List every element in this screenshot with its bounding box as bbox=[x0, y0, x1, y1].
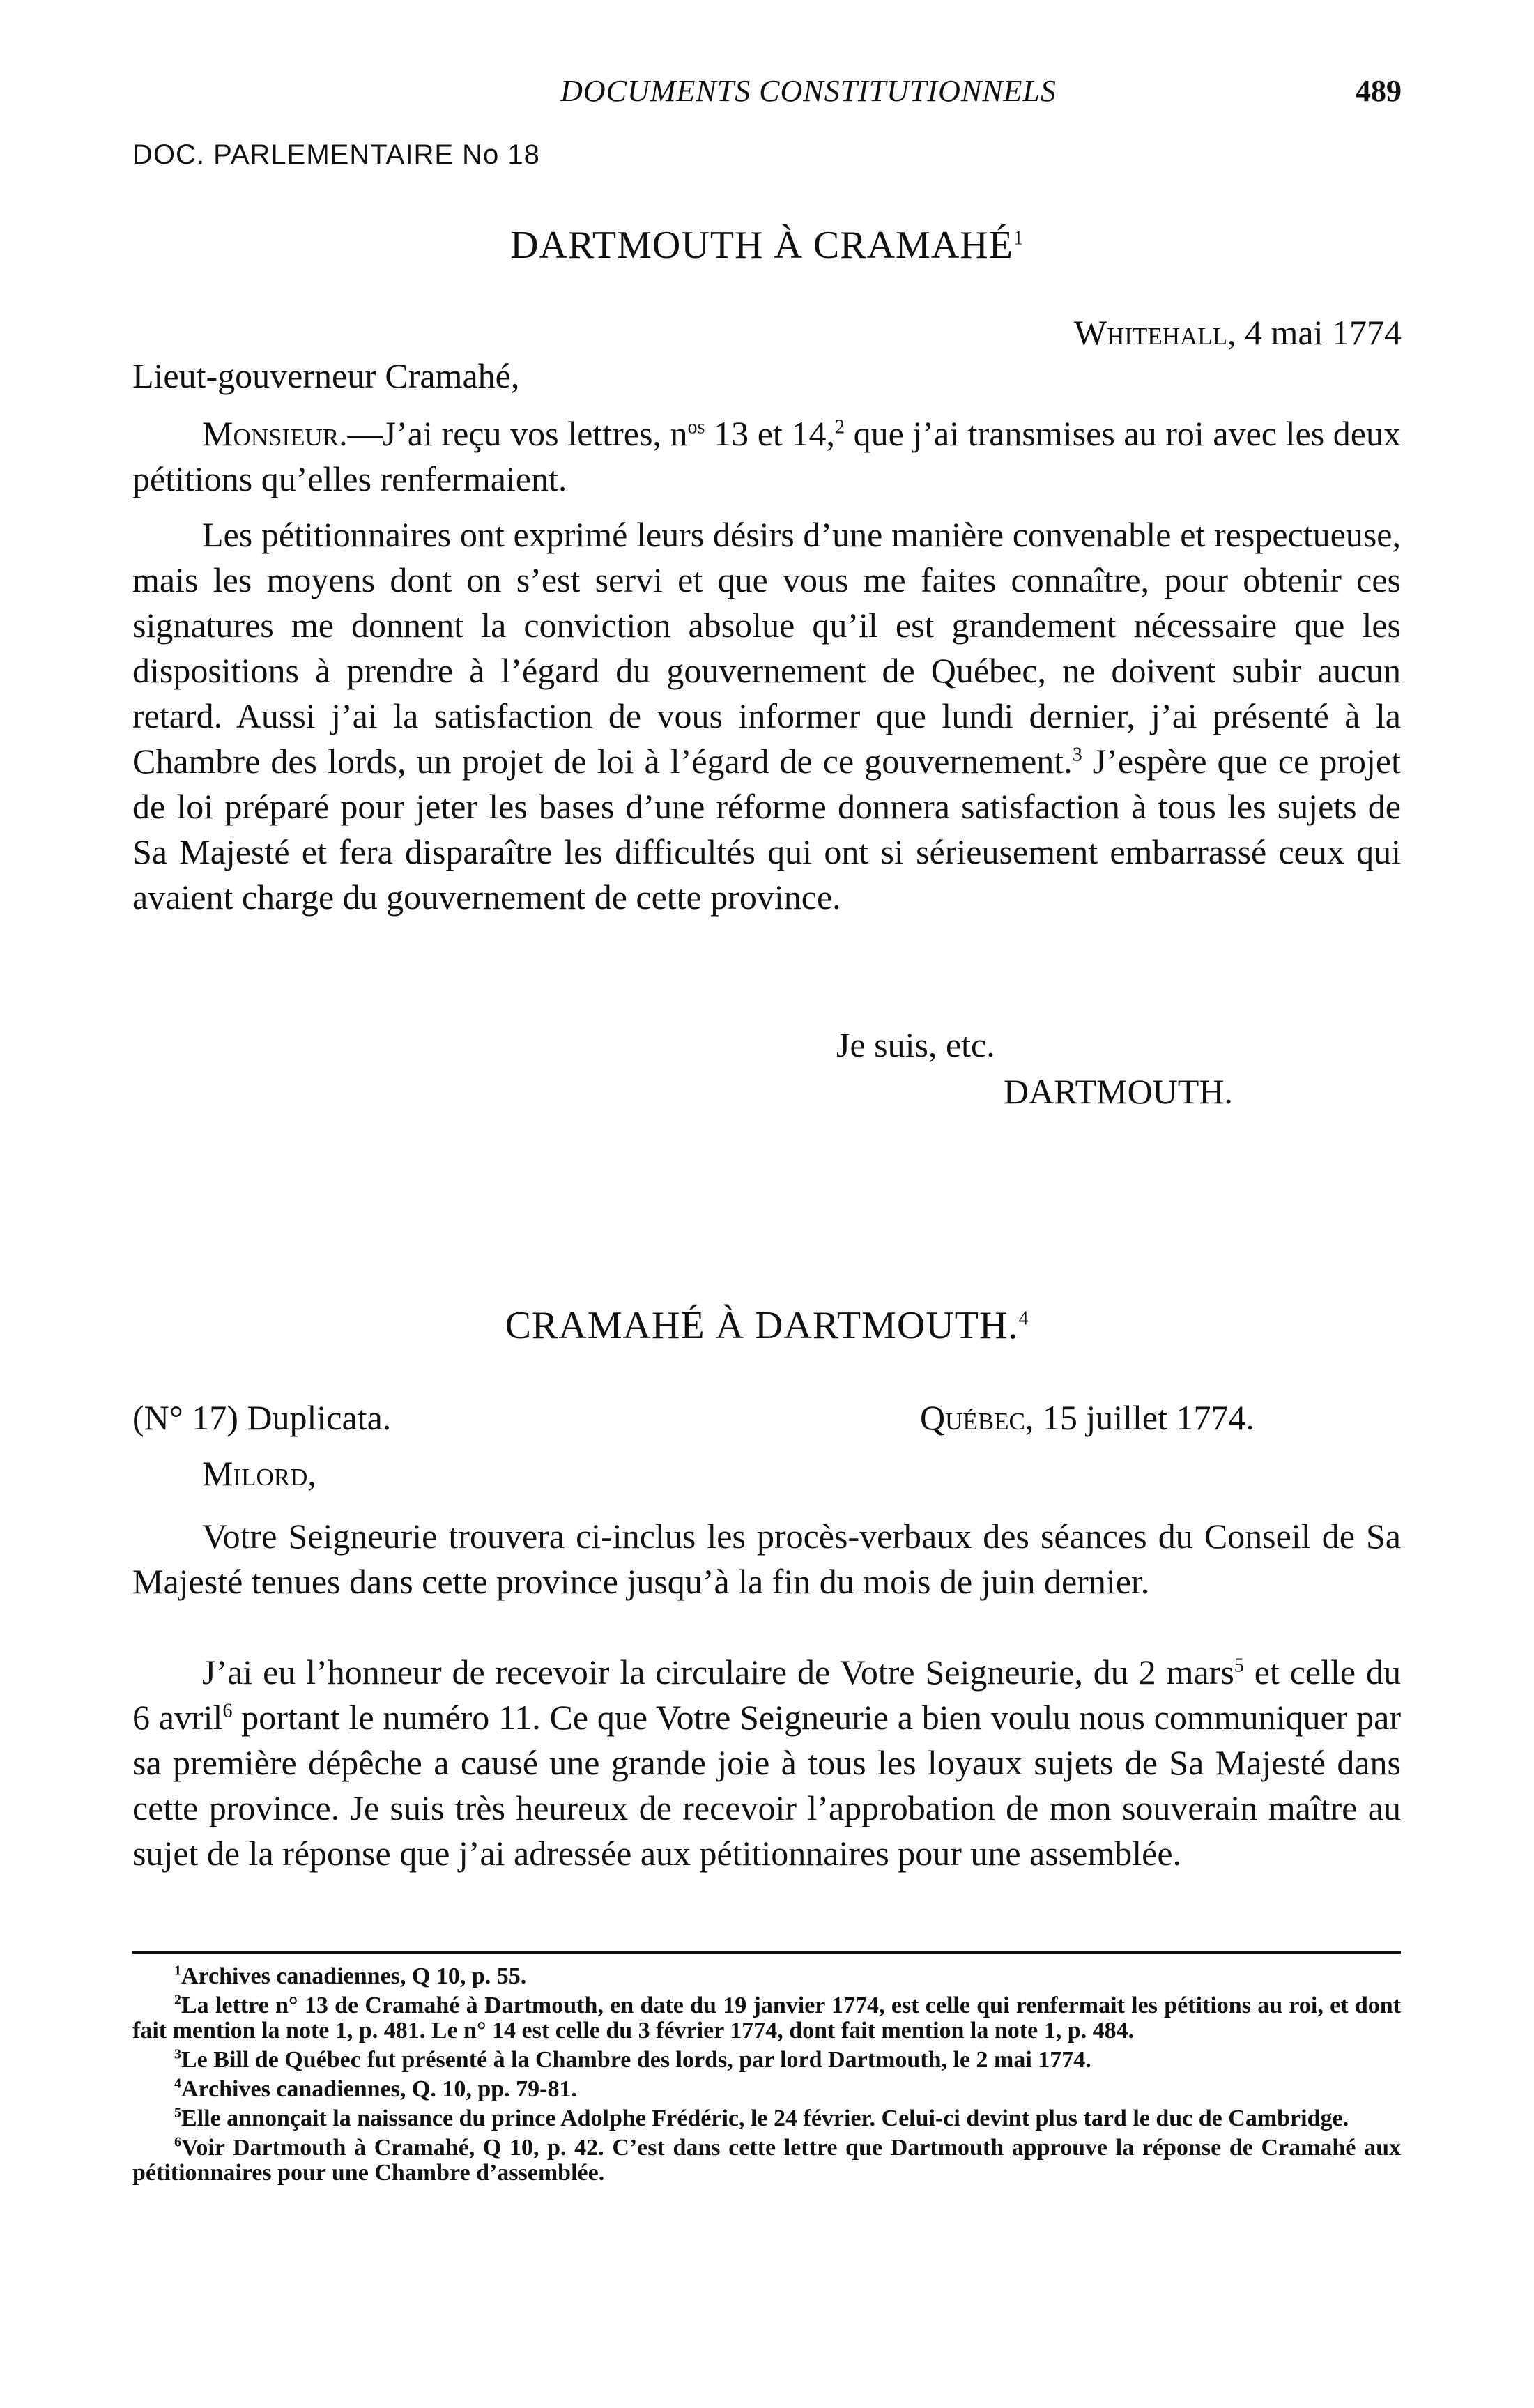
footnote-ref-6: 6 bbox=[222, 1700, 233, 1722]
footnote-3: $^3$Le Bill de Québec fut présenté à la Chambre des lords, par lord Dartmouth, le 2 mai 1774. bbox=[174, 2046, 1091, 2073]
footnote-ref-2: 2 bbox=[834, 416, 845, 438]
document-reference: DOC. PARLEMENTAIRE No 18 bbox=[132, 139, 540, 170]
letter-1-signature: DARTMOUTH. bbox=[1004, 1072, 1233, 1111]
letter-2-paragraph-2: J’ai eu l’honneur de recevoir la circulaire de Votre Seigneurie, du 2 mars$^5$ et celle du 6 avril$^6$ portant le numéro 11. Ce que Votre Seigneurie a bien voulu nous communiquer par sa première dépêche a causé une grande joie à tous les loyaux sujets de Sa Majesté dans cette province. Je suis très heureux de recevoir l’approbation de mon souverain maître au sujet de la réponse que j’ai adressée aux pétitionnaires pour une assemblée. bbox=[132, 1652, 1401, 1873]
footnote-2: $^2$La lettre n° 13 de Cramahé à Dartmouth, en date du 19 janvier 1774, est celle qui renfermait les pétitions au roi, et dont fait mention la note 1, p. 481. Le n° 14 est celle du 3 février 1774, dont fait mention la note 1, p. 484. bbox=[132, 1992, 1401, 2043]
letter-2-salutation: Milord, bbox=[202, 1454, 316, 1493]
letter-1-title: DARTMOUTH À CRAMAHÉ$^1$ bbox=[510, 224, 1024, 267]
footnote-ref-4: 4 bbox=[1018, 1307, 1029, 1330]
letter-1-salutation: Monsieur. bbox=[202, 414, 348, 453]
letter-2-paragraph-1: Votre Seigneurie trouvera ci-inclus les procès-verbaux des séances du Conseil de Sa Majesté tenues dans cette province jusqu’à la fin du mois de juin dernier. bbox=[132, 1517, 1401, 1601]
letter-1-place-date: Whitehall, 4 mai 1774 bbox=[1073, 313, 1402, 352]
letter-2-place-date: Québec, 15 juillet 1774. bbox=[920, 1398, 1255, 1437]
page-number: 489 bbox=[1356, 74, 1402, 108]
letter-1-paragraph-1: Monsieur.—J’ai reçu vos lettres, $n^{os}$ 13 et 14,$^2$ que j’ai transmises au roi avec les deux pétitions qu’elles renfermaient. bbox=[132, 414, 1401, 498]
footnotes bbox=[132, 1964, 1401, 2190]
footnote-6: $^6$Voir Dartmouth à Cramahé, Q 10, p. 42. C’est dans cette lettre que Dartmouth approuve la réponse de Cramahé aux pétitionnaires pour une Chambre d’assemblée. bbox=[132, 2134, 1401, 2186]
running-header: DOCUMENTS CONSTITUTIONNELS bbox=[560, 74, 1057, 108]
footnote-1: $^1$Archives canadiennes, Q 10, p. 55. bbox=[174, 1963, 527, 1989]
footnote-4: $^4$Archives canadiennes, Q. 10, pp. 79-81. bbox=[174, 2076, 577, 2102]
footnote-ref-5: 5 bbox=[1234, 1655, 1244, 1677]
footnote-ref-3: 3 bbox=[1072, 744, 1082, 766]
footnote-divider bbox=[132, 1951, 1401, 1954]
letter-2-reference: (N° 17) Duplicata. bbox=[132, 1398, 392, 1437]
letter-1-paragraph-2: Les pétitionnaires ont exprimé leurs désirs d’une manière convenable et respectueuse, mais les moyens dont on s’est servi et que vous me faites connaître, pour obtenir ces signatures me donnent la conviction absolue qu’il est grandement nécessaire que les dispositions à prendre à l’égard du gouvernement de Québec, ne doivent subir aucun retard. Aussi j’ai la satisfaction de vous informer que lundi dernier, j’ai présenté à la Chambre des lords, un projet de loi à l’égard de ce gouvernement.$^3$ J’espère que ce projet de loi préparé pour jeter les bases d’une réforme donnera satisfaction à tous les sujets de Sa Majesté et fera disparaître les difficultés qui ont si sérieusement embarrassé ceux qui avaient charge du gouvernement de cette province. bbox=[132, 515, 1401, 917]
letter-1-closing: Je suis, etc. bbox=[836, 1025, 995, 1064]
letter-2-title: CRAMAHÉ À DARTMOUTH.$^4$ bbox=[505, 1304, 1029, 1347]
footnote-ref-1: 1 bbox=[1013, 227, 1024, 250]
footnote-5: $^5$Elle annonçait la naissance du prince Adolphe Frédéric, le 24 février. Celui-ci devint plus tard le duc de Cambridge. bbox=[174, 2105, 1349, 2131]
letter-1-addressee: Lieut-gouverneur Cramahé, bbox=[132, 356, 520, 395]
